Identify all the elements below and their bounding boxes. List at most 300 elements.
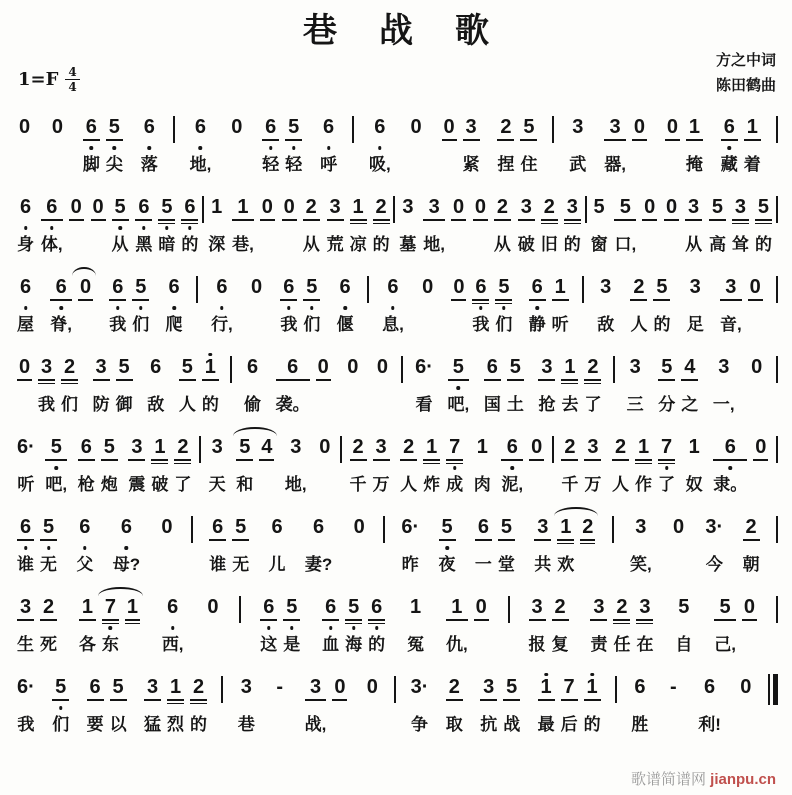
high-octave-dot bbox=[124, 510, 128, 516]
lyric-syllable: 万 bbox=[372, 475, 390, 494]
high-octave-dot bbox=[130, 590, 134, 596]
high-octave-dot bbox=[338, 670, 342, 676]
high-octave-dot bbox=[269, 110, 273, 116]
beam-line bbox=[561, 379, 578, 381]
note bbox=[47, 110, 68, 177]
note bbox=[594, 270, 617, 337]
lyric-syllable: 武 bbox=[569, 155, 587, 174]
lyric-syllable: 各 bbox=[78, 635, 96, 654]
low-octave-dot bbox=[84, 465, 88, 471]
note-group bbox=[334, 270, 357, 337]
note-group bbox=[42, 430, 70, 497]
note bbox=[163, 270, 186, 337]
beam-line bbox=[345, 619, 362, 621]
beam-line bbox=[45, 459, 67, 461]
beam-line bbox=[135, 219, 152, 221]
lyric-syllable: 们 bbox=[52, 715, 70, 734]
note-value: 5 bbox=[286, 596, 298, 618]
beam-line bbox=[561, 459, 578, 461]
note bbox=[266, 510, 289, 577]
note-value: 1 bbox=[352, 196, 364, 218]
low-octave-dot bbox=[660, 305, 664, 311]
beam-line bbox=[262, 139, 279, 141]
note-value: 6 bbox=[246, 356, 259, 378]
slur-arc bbox=[233, 427, 277, 436]
beam-line bbox=[529, 619, 546, 621]
high-octave-dot bbox=[727, 110, 731, 116]
low-octave-dot bbox=[68, 385, 72, 391]
barline bbox=[191, 516, 193, 543]
beam-line bbox=[635, 459, 652, 461]
beam-lines bbox=[141, 138, 158, 145]
high-octave-dot bbox=[235, 110, 239, 116]
note bbox=[554, 510, 577, 577]
note-group bbox=[144, 350, 167, 417]
high-octave-dot bbox=[197, 670, 201, 676]
low-octave-dot bbox=[370, 705, 374, 711]
barline bbox=[776, 276, 778, 303]
beam-lines bbox=[345, 378, 360, 385]
beam-lines bbox=[442, 138, 457, 145]
low-octave-dot bbox=[244, 705, 248, 711]
high-octave-dot bbox=[317, 510, 321, 516]
beam-lines bbox=[503, 698, 520, 705]
note bbox=[37, 590, 60, 657]
beam-lines bbox=[580, 538, 595, 545]
high-octave-dot bbox=[85, 590, 89, 596]
note-value: 1 bbox=[746, 116, 758, 138]
note bbox=[710, 350, 738, 417]
note bbox=[445, 350, 473, 417]
low-octave-dot bbox=[693, 305, 697, 311]
note-group bbox=[379, 270, 407, 337]
beam-line bbox=[755, 219, 772, 221]
lyric-syllable: 是 bbox=[283, 635, 301, 654]
note bbox=[141, 670, 164, 737]
lyric-syllable: 巷, bbox=[232, 235, 254, 254]
barline bbox=[776, 356, 778, 383]
beam-line bbox=[93, 379, 110, 381]
note-group bbox=[14, 270, 37, 337]
note-value: 5 bbox=[118, 356, 130, 378]
note bbox=[472, 510, 495, 577]
beam-lines bbox=[101, 458, 118, 465]
lyric-syllable: 抗 bbox=[480, 715, 498, 734]
beam-lines bbox=[407, 618, 424, 625]
low-octave-dot bbox=[430, 465, 434, 471]
note-group bbox=[88, 190, 132, 257]
note-group bbox=[110, 510, 143, 577]
lyric-syllable: 呼 bbox=[320, 155, 338, 174]
beam-lines bbox=[480, 698, 497, 705]
lyric-syllable: 脊, bbox=[50, 315, 72, 334]
note bbox=[300, 270, 323, 337]
note bbox=[202, 590, 223, 657]
beam-lines bbox=[686, 138, 703, 145]
low-octave-dot bbox=[478, 225, 482, 231]
note bbox=[122, 590, 143, 657]
note-value: 6 bbox=[150, 356, 162, 378]
beam-line bbox=[423, 219, 445, 221]
beam-line bbox=[17, 619, 34, 621]
note bbox=[178, 190, 201, 257]
lyric-syllable: 猛 bbox=[144, 715, 162, 734]
note-group bbox=[531, 510, 598, 577]
lyric-syllable: 的 bbox=[368, 635, 386, 654]
high-octave-dot bbox=[356, 430, 360, 436]
note bbox=[609, 430, 632, 497]
note-group bbox=[38, 190, 87, 257]
beam-lines bbox=[557, 538, 574, 545]
note-value: 3 bbox=[639, 596, 651, 618]
high-octave-dot bbox=[135, 430, 139, 436]
low-octave-dot bbox=[591, 385, 595, 391]
low-octave-dot bbox=[408, 545, 412, 551]
note-group bbox=[526, 590, 572, 657]
beam-lines bbox=[666, 698, 681, 705]
beam-lines bbox=[423, 218, 445, 225]
low-octave-dot bbox=[728, 465, 732, 471]
low-octave-dot bbox=[93, 705, 97, 711]
beam-lines bbox=[604, 138, 626, 145]
note bbox=[498, 430, 526, 497]
note-group bbox=[535, 670, 604, 737]
beam-lines bbox=[17, 538, 34, 545]
high-octave-dot bbox=[660, 270, 664, 276]
low-octave-dot bbox=[235, 145, 239, 151]
high-octave-dot bbox=[172, 270, 176, 276]
note-group bbox=[711, 590, 760, 657]
beam-lines bbox=[713, 458, 747, 465]
note bbox=[711, 590, 739, 657]
note bbox=[164, 670, 187, 737]
high-octave-dot bbox=[84, 270, 88, 276]
beam-line bbox=[151, 459, 168, 461]
high-octave-dot bbox=[211, 590, 215, 596]
beam-line bbox=[209, 539, 226, 541]
note-group bbox=[47, 110, 68, 177]
note-value: 0 bbox=[666, 116, 678, 138]
lyric-syllable: 足 bbox=[686, 315, 704, 334]
lyric-syllable: 烈 bbox=[167, 715, 185, 734]
lyric-syllable: 千 bbox=[349, 475, 367, 494]
note-value: 0 bbox=[283, 196, 295, 218]
lyric-syllable: 万 bbox=[584, 475, 602, 494]
beam-lines bbox=[272, 698, 287, 705]
high-octave-dot bbox=[243, 430, 247, 436]
note bbox=[14, 270, 37, 337]
note-value: 1 bbox=[154, 436, 166, 458]
low-octave-dot bbox=[481, 545, 485, 551]
high-octave-dot bbox=[692, 190, 696, 196]
lyric-syllable: 谁 bbox=[17, 555, 34, 574]
note bbox=[58, 350, 81, 417]
beam-line bbox=[78, 459, 95, 461]
beam-lines bbox=[423, 458, 440, 465]
note bbox=[14, 110, 35, 177]
beam-lines bbox=[451, 218, 466, 225]
beam-line bbox=[534, 539, 551, 541]
lyric-syllable: 母? bbox=[112, 555, 141, 574]
high-octave-dot bbox=[375, 590, 379, 596]
note-value: 1 bbox=[410, 596, 422, 618]
barline bbox=[401, 356, 403, 383]
note bbox=[277, 270, 300, 337]
lyric-syllable: 谁 bbox=[209, 555, 227, 574]
beam-lines bbox=[507, 378, 524, 385]
note bbox=[35, 350, 58, 417]
high-octave-dot bbox=[378, 110, 382, 116]
low-octave-dot bbox=[638, 705, 642, 711]
music-system bbox=[14, 270, 778, 337]
lyric-syllable: 天 bbox=[208, 475, 226, 494]
note-group bbox=[14, 110, 35, 177]
high-octave-dot bbox=[688, 350, 692, 356]
beam-line bbox=[350, 219, 367, 221]
note-value: 1 bbox=[126, 596, 138, 618]
high-octave-dot bbox=[309, 190, 313, 196]
lyric-syllable: 器, bbox=[604, 155, 626, 174]
note-value: 5 bbox=[55, 676, 67, 698]
lyric-syllable: 国 bbox=[483, 395, 501, 414]
score bbox=[14, 110, 778, 737]
high-octave-dot bbox=[116, 270, 120, 276]
note bbox=[334, 270, 357, 337]
note-group bbox=[710, 430, 771, 497]
beam-lines bbox=[232, 218, 254, 225]
lyric-syllable: 旧 bbox=[540, 235, 558, 254]
note-group bbox=[176, 350, 222, 417]
low-octave-dot bbox=[535, 465, 539, 471]
low-octave-dot bbox=[504, 145, 508, 151]
low-octave-dot bbox=[422, 385, 426, 391]
lyric-syllable: 地, bbox=[284, 475, 307, 494]
low-octave-dot bbox=[269, 145, 273, 151]
slur-arc bbox=[554, 507, 599, 516]
high-octave-dot bbox=[481, 510, 485, 516]
high-octave-dot bbox=[154, 350, 158, 356]
note-value: 5 bbox=[112, 676, 124, 698]
lyric-syllable: 土 bbox=[506, 395, 524, 414]
low-octave-dot bbox=[670, 145, 674, 151]
note bbox=[745, 270, 766, 337]
note-group bbox=[558, 430, 604, 497]
high-octave-dot bbox=[55, 110, 59, 116]
note-value: 6 bbox=[477, 516, 489, 538]
beam-lines bbox=[41, 218, 63, 225]
lyric-syllable: 的 bbox=[181, 235, 199, 254]
note-value: 5 bbox=[181, 356, 193, 378]
beam-line bbox=[128, 459, 145, 461]
header bbox=[14, 8, 778, 102]
beam-lines bbox=[612, 458, 629, 465]
high-octave-dot bbox=[715, 190, 719, 196]
beam-lines bbox=[61, 378, 78, 385]
lyric-syllable: 身 bbox=[17, 235, 34, 254]
watermark bbox=[631, 768, 776, 789]
beam-lines bbox=[743, 538, 760, 545]
low-octave-dot bbox=[267, 625, 271, 631]
note bbox=[279, 190, 300, 257]
note bbox=[379, 270, 407, 337]
note-value: 3 bbox=[309, 676, 322, 698]
beam-lines bbox=[147, 378, 164, 385]
beam-line bbox=[232, 539, 249, 541]
note-group bbox=[477, 670, 523, 737]
low-octave-dot bbox=[89, 145, 93, 151]
lyric-syllable: 仇, bbox=[445, 635, 468, 654]
note bbox=[42, 430, 70, 497]
note bbox=[408, 670, 432, 737]
beam-line bbox=[280, 299, 297, 301]
high-octave-dot bbox=[643, 590, 647, 596]
note bbox=[14, 590, 37, 657]
beam-line bbox=[590, 619, 607, 621]
lyric-syllable: 了 bbox=[584, 395, 602, 414]
note-value: 2 bbox=[305, 196, 317, 218]
note-value: 4 bbox=[261, 436, 273, 458]
note-group bbox=[398, 510, 422, 577]
high-octave-dot bbox=[455, 590, 459, 596]
low-octave-dot bbox=[455, 625, 459, 631]
lyric-syllable: 海 bbox=[345, 635, 363, 654]
low-octave-dot bbox=[124, 545, 128, 551]
beam-lines bbox=[305, 698, 327, 705]
note bbox=[655, 350, 678, 417]
beam-lines bbox=[125, 618, 140, 625]
note-value: 6 bbox=[271, 516, 283, 538]
lyric-syllable: 的 bbox=[563, 235, 581, 254]
note bbox=[302, 670, 330, 737]
high-octave-dot bbox=[500, 190, 504, 196]
high-octave-dot bbox=[513, 350, 517, 356]
low-octave-dot bbox=[99, 385, 103, 391]
beam-line bbox=[685, 219, 702, 221]
beam-line bbox=[38, 379, 55, 381]
note-value: 0 bbox=[644, 196, 656, 218]
low-octave-dot bbox=[564, 545, 568, 551]
lyric-syllable: 黑 bbox=[135, 235, 153, 254]
note-group bbox=[655, 350, 701, 417]
note-group bbox=[206, 430, 229, 497]
note bbox=[49, 670, 72, 737]
lyric-syllable: 夜 bbox=[438, 555, 456, 574]
beam-lines bbox=[110, 698, 127, 705]
low-octave-dot bbox=[456, 385, 460, 391]
low-octave-dot bbox=[290, 625, 294, 631]
note-value: 3 bbox=[402, 196, 414, 218]
beam-lines bbox=[78, 298, 93, 305]
note-value: 6 bbox=[79, 516, 91, 538]
high-octave-dot bbox=[93, 670, 97, 676]
note-value: 5 bbox=[108, 116, 120, 138]
beam-lines bbox=[282, 218, 297, 225]
high-octave-dot bbox=[47, 510, 51, 516]
beam-line bbox=[713, 459, 747, 461]
low-octave-dot bbox=[567, 705, 571, 711]
high-octave-dot bbox=[112, 110, 116, 116]
note-group bbox=[406, 110, 427, 177]
note-value: 7 bbox=[104, 596, 116, 618]
note-value: 3 bbox=[689, 276, 701, 298]
note-value: 6 bbox=[323, 116, 335, 138]
note-value: 0 bbox=[749, 276, 761, 298]
beam-lines bbox=[128, 458, 145, 465]
note-value: 6 bbox=[724, 436, 736, 458]
high-octave-dot bbox=[749, 510, 753, 516]
high-octave-dot bbox=[59, 270, 63, 276]
beam-line bbox=[480, 699, 497, 701]
high-octave-dot bbox=[216, 510, 220, 516]
low-octave-dot bbox=[753, 305, 757, 311]
note-group bbox=[302, 510, 335, 577]
low-octave-dot bbox=[198, 145, 202, 151]
lyric-syllable: 敌 bbox=[147, 395, 165, 414]
note-value: 2 bbox=[177, 436, 189, 458]
note-value: 6 bbox=[263, 596, 275, 618]
beam-lines bbox=[91, 218, 106, 225]
beam-line bbox=[664, 219, 679, 221]
beam-line bbox=[473, 219, 488, 221]
high-octave-dot bbox=[604, 270, 608, 276]
beam-lines bbox=[686, 458, 703, 465]
lyric-syllable: 看 bbox=[415, 395, 433, 414]
beam-lines bbox=[494, 218, 511, 225]
beam-lines bbox=[636, 618, 653, 625]
low-octave-dot bbox=[255, 305, 259, 311]
note bbox=[526, 590, 549, 657]
note-value: 3 bbox=[609, 116, 621, 138]
beam-line bbox=[327, 219, 344, 221]
lyric-syllable: 的 bbox=[201, 395, 219, 414]
low-octave-dot bbox=[309, 225, 313, 231]
note bbox=[439, 110, 460, 177]
beam-lines bbox=[474, 458, 491, 465]
note-value: 6 bbox=[486, 356, 498, 378]
beam-lines bbox=[260, 218, 275, 225]
beam-lines bbox=[244, 378, 261, 385]
note bbox=[155, 190, 178, 257]
note-group bbox=[80, 110, 126, 177]
lyric-syllable: 我 bbox=[472, 315, 490, 334]
barline bbox=[196, 276, 198, 303]
high-octave-dot bbox=[535, 430, 539, 436]
beam-lines bbox=[541, 218, 558, 225]
low-octave-dot bbox=[513, 385, 517, 391]
high-octave-dot bbox=[165, 190, 169, 196]
barline bbox=[340, 436, 342, 463]
high-octave-dot bbox=[723, 590, 727, 596]
lyric-syllable: 墓 bbox=[399, 235, 417, 254]
low-octave-dot bbox=[457, 305, 461, 311]
note-value: 3 bbox=[290, 436, 302, 458]
lyric-syllable: 东 bbox=[101, 635, 119, 654]
beam-lines bbox=[518, 218, 535, 225]
note-value: 5 bbox=[498, 276, 510, 298]
note-value: 6 bbox=[371, 596, 383, 618]
beam-lines bbox=[232, 538, 249, 545]
lyric-syllable: 三 bbox=[626, 395, 644, 414]
note bbox=[538, 190, 561, 257]
lyric-syllable: 冤 bbox=[407, 635, 425, 654]
beam-lines bbox=[337, 298, 354, 305]
low-octave-dot bbox=[738, 225, 742, 231]
site-url[interactable]: jianpu.cn bbox=[710, 771, 776, 788]
note-value: 0 bbox=[366, 676, 378, 698]
beam-line bbox=[630, 299, 647, 301]
beam-line bbox=[373, 459, 390, 461]
note bbox=[683, 430, 706, 497]
